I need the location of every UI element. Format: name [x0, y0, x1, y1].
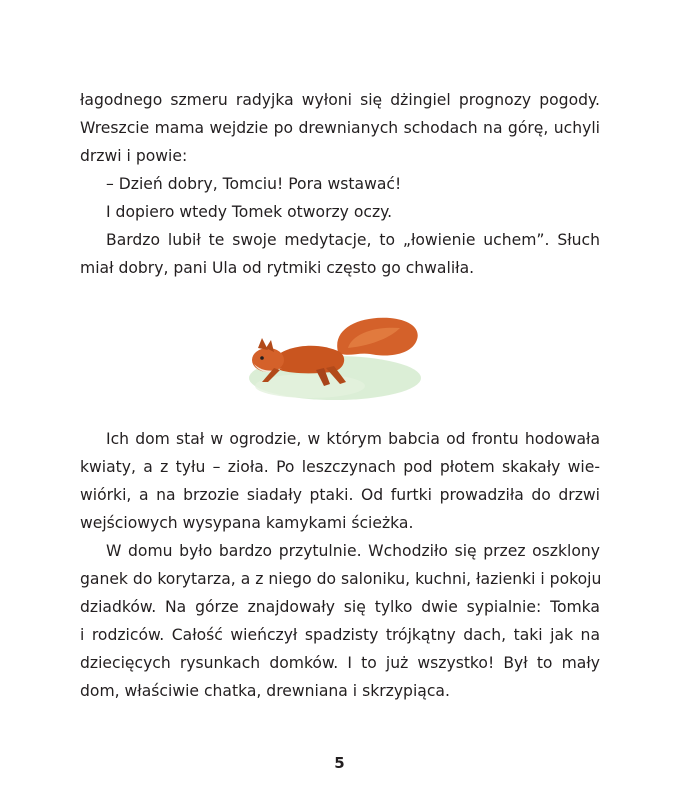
- text-line: wiórki, a na brzozie siadały ptaki. Od furtki prowadziła do drzwi: [80, 486, 600, 504]
- text-line: Wreszcie mama wejdzie po drewnianych schodach na górę, uchyli: [80, 119, 600, 137]
- text-line: łagodnego szmeru radyjka wyłoni się dżingiel prognozy pogody.: [80, 91, 600, 109]
- text-line: kwiaty, a z tyłu – zioła. Po leszczynach pod płotem skakały wie-: [80, 458, 600, 476]
- text-line: dom, właściwie chatka, drewniana i skrzypiąca.: [80, 682, 450, 700]
- text-line: drzwi i powie:: [80, 147, 188, 165]
- text-block-bottom: [80, 425, 600, 705]
- text-line: i rodziców. Całość wieńczył spadzisty trójkątny dach, taki jak na: [80, 626, 600, 644]
- text-block-top: [80, 86, 600, 282]
- text-line: I dopiero wtedy Tomek otworzy oczy.: [106, 203, 393, 221]
- text-line: dziecięcych rysunkach domków. I to już wszystko! Był to mały: [80, 654, 600, 672]
- squirrel-eye: [260, 356, 264, 360]
- text-line: wejściowych wysypana kamykami ścieżka.: [80, 514, 414, 532]
- squirrel-head: [252, 348, 284, 372]
- squirrel-illustration: [240, 308, 430, 408]
- text-line: ganek do korytarza, a z niego do saloniku, kuchni, łazienki i pokoju: [80, 570, 602, 588]
- text-line: miał dobry, pani Ula od rytmiki często go chwaliła.: [80, 259, 475, 277]
- dialogue-line: – Dzień dobry, Tomciu! Pora wstawać!: [106, 175, 402, 193]
- page-number: 5: [334, 754, 345, 772]
- text-line: W domu było bardzo przytulnie. Wchodziło się przez oszklony: [106, 542, 600, 560]
- text-line: Ich dom stał w ogrodzie, w którym babcia od frontu hodowała: [106, 430, 600, 448]
- text-line: dziadków. Na górze znajdowały się tylko dwie sypialnie: Tomka: [80, 598, 600, 616]
- text-line: Bardzo lubił te swoje medytacje, to „łowienie uchem”. Słuch: [106, 231, 600, 249]
